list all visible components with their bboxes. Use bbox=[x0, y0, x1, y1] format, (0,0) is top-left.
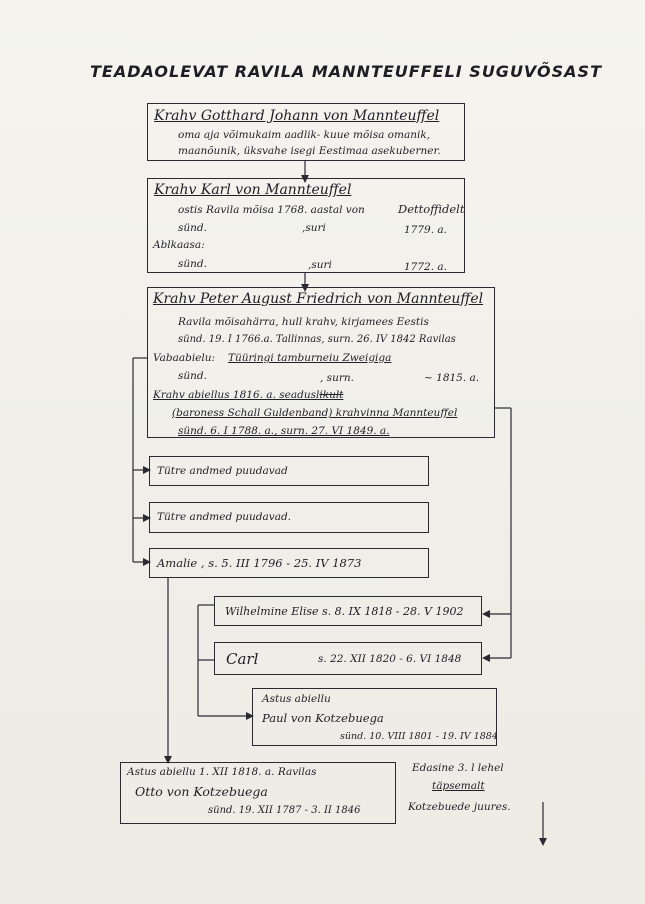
daughter2-text: Tütre andmed puudavad. bbox=[157, 511, 292, 523]
otto-line1: Astus abiellu 1. XII 1818. a. Ravilas bbox=[127, 766, 317, 778]
wilhelmine-text: Wilhelmine Elise s. 8. IX 1818 - 28. V 1902 bbox=[225, 605, 464, 618]
karl-died-year: 1779. a. bbox=[404, 224, 447, 236]
paul-line2: Paul von Kotzebuega bbox=[262, 711, 384, 725]
karl-name: Krahv Karl von Mannteuffel bbox=[154, 182, 352, 198]
karl-ablk-born: sünd. bbox=[178, 258, 207, 270]
peter-line2: sünd. 19. I 1766.a. Tallinnas, surn. 26. IV 1842 Ravilas bbox=[178, 334, 456, 345]
peter-vaba-label: Vabaabielu: bbox=[153, 352, 216, 364]
karl-seller: Dettoffidelt bbox=[398, 202, 465, 216]
amalie-text: Amalie , s. 5. III 1796 - 25. IV 1873 bbox=[157, 556, 362, 570]
peter-vaba-died: , surn. bbox=[320, 372, 354, 384]
peter-vaba-born: sünd. bbox=[178, 370, 207, 382]
note-line2: täpsemalt bbox=[432, 780, 485, 792]
peter-vaba-year: ~ 1815. a. bbox=[424, 372, 480, 384]
peter-vaba-name: Tüüringi tamburneiu Zweigiga bbox=[228, 352, 392, 364]
peter-wed-strike: ikult bbox=[319, 389, 344, 401]
paul-line1: Astus abiellu bbox=[262, 693, 331, 705]
paul-line3: sünd. 10. VIII 1801 - 19. IV 1884 bbox=[340, 731, 498, 742]
karl-line1: ostis Ravila mõisa 1768. aastal von bbox=[178, 204, 365, 216]
peter-wed-line bbox=[153, 389, 343, 401]
peter-wife-line: (baroness Schall Guldenband) krahvinna Mannteuffel bbox=[172, 407, 458, 419]
karl-ablk-label: Ablkaasa: bbox=[153, 239, 205, 251]
daughter1-text: Tütre andmed puudavad bbox=[157, 465, 288, 477]
otto-line3: sünd. 19. XII 1787 - 3. II 1846 bbox=[208, 805, 361, 816]
karl-born-label: sünd. bbox=[178, 222, 207, 234]
carl-name: Carl bbox=[226, 650, 259, 668]
gotthard-name: Krahv Gotthard Johann von Mannteuffel bbox=[154, 108, 440, 124]
peter-line1: Ravila mõisahärra, hull krahv, kirjamees Eestis bbox=[178, 316, 429, 328]
note-line1: Edasine 3. l lehel bbox=[412, 762, 504, 774]
otto-line2: Otto von Kotzebuega bbox=[135, 784, 268, 799]
peter-name: Krahv Peter August Friedrich von Mannteuffel bbox=[153, 291, 484, 307]
karl-died-label: ,suri bbox=[302, 222, 326, 234]
note-line3: Kotzebuede juures. bbox=[408, 801, 511, 813]
karl-ablk-year: 1772. a. bbox=[404, 261, 447, 273]
peter-wife-dates: sünd. 6. I 1788. a., surn. 27. VI 1849. a. bbox=[178, 425, 390, 437]
karl-ablk-died: ,suri bbox=[308, 259, 332, 271]
carl-dates: s. 22. XII 1820 - 6. VI 1848 bbox=[318, 653, 462, 665]
page-title: TEADAOLEVAT RAVILA MANNTEUFFELI SUGUVÕSAST bbox=[90, 62, 602, 81]
gotthard-line2: maanõunik, üksvahe isegi Eestimaa asekuberner. bbox=[178, 145, 441, 157]
gotthard-line1: oma aja võimukaim aadlik- kuue mõisa omanik, bbox=[178, 129, 431, 141]
peter-wed-text: Krahv abiellus 1816. a. seadusl bbox=[153, 389, 320, 401]
